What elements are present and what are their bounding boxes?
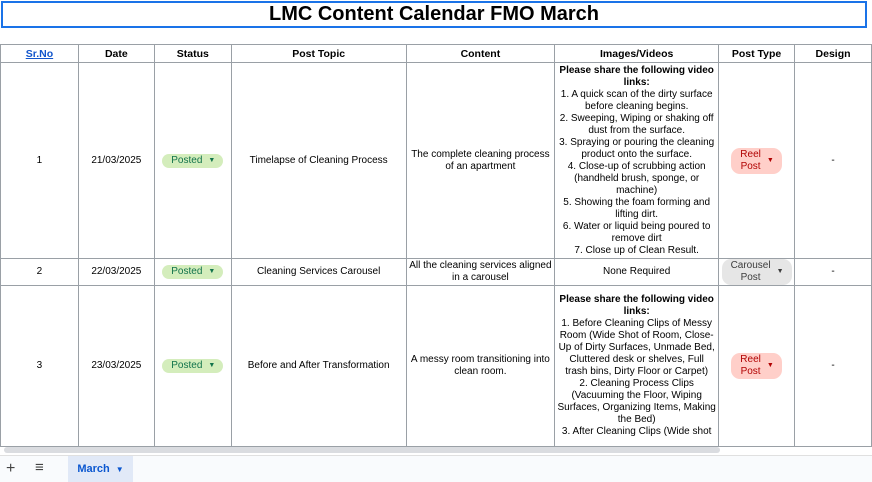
media-instruction-line: 1. Before Cleaning Clips of Messy Room (Wide Shot of Room, Close-Up of Dirty Surfaces, Unmade Bed, Cluttered desk or shelves, Full trash bins, Dirty Floor or Carpet) [558,318,715,377]
header-images-videos: Images/Videos [555,45,719,63]
post-type-label: Reel Post [740,354,761,377]
status-chip[interactable] [162,265,223,279]
status-chip-label: Posted [171,360,203,371]
cell-content[interactable]: The complete cleaning process of an apartment [406,63,555,259]
header-post-type: Post Type [719,45,795,63]
media-instruction-line: 2. Cleaning Process Clips (Vacuuming the Floor, Wiping Surfaces, Organizing Items, Making the Bed) [557,378,716,425]
dropdown-caret-icon: ▼ [776,268,784,275]
cell-status[interactable] [154,286,231,447]
sheet-tab-label: March [77,463,110,475]
cell-date[interactable]: 22/03/2025 [78,259,154,286]
table-row [1,286,872,447]
media-instruction-line: 4. Close-up of scrubbing action (handheld brush, sponge, or machine) [567,160,706,196]
cell-post-type[interactable] [719,63,795,259]
media-instruction-line: 3. After Cleaning Clips (Wide shot [561,426,712,437]
header-status: Status [154,45,231,63]
media-instruction-line: 2. Sweeping, Wiping or shaking off dust from the surface. [559,112,714,136]
cell-design[interactable]: - [795,259,872,286]
cell-date[interactable]: 21/03/2025 [78,63,154,259]
table-row [1,259,872,286]
cell-design[interactable]: - [795,63,872,259]
media-instructions-heading: Please share the following video links: [559,64,714,88]
post-type-label: Carousel Post [730,260,771,283]
header-srno[interactable]: Sr.No [1,45,79,63]
media-instructions-heading: Please share the following video links: [559,294,714,317]
cell-post-type[interactable] [719,259,795,286]
cell-post-topic[interactable]: Before and After Transformation [231,286,406,447]
cell-date[interactable]: 23/03/2025 [78,286,154,447]
sheet-tab-bar [0,455,872,482]
cell-srno[interactable]: 1 [1,63,79,259]
media-instruction-line: 6. Water or liquid being poured to remove dirt [562,220,711,244]
cell-images-videos[interactable] [555,63,719,259]
plus-icon[interactable]: + [6,460,16,477]
header-post-topic: Post Topic [231,45,406,63]
media-instruction-line: 7. Close up of Clean Result. [574,244,699,256]
dropdown-caret-icon: ▼ [766,156,774,164]
status-chip-label: Posted [171,266,203,277]
status-chip[interactable] [162,359,223,373]
cell-content[interactable]: All the cleaning services aligned in a carousel [406,259,555,286]
cell-post-topic[interactable]: Cleaning Services Carousel [231,259,406,286]
status-chip[interactable] [162,154,223,168]
dropdown-caret-icon: ▼ [766,362,774,369]
spacer-row [0,31,872,45]
sheet-tab-march[interactable] [68,456,133,482]
media-instruction-line: 1. A quick scan of the dirty surface before cleaning begins. [560,88,713,112]
horizontal-scrollbar[interactable] [4,447,720,453]
cell-design[interactable]: - [795,286,872,447]
cell-post-topic[interactable]: Timelapse of Cleaning Process [231,63,406,259]
post-type-chip[interactable] [722,259,792,285]
cell-status[interactable] [154,63,231,259]
header-design: Design [795,45,872,63]
cell-srno[interactable]: 2 [1,259,79,286]
header-row [1,45,872,63]
media-instruction-line: 3. Spraying or pouring the cleaning product onto the surface. [559,136,715,160]
post-type-chip[interactable] [731,353,782,379]
table-row [1,63,872,259]
cell-status[interactable] [154,259,231,286]
status-chip-label: Posted [171,154,203,166]
header-date: Date [78,45,154,63]
cell-images-videos[interactable]: None Required [555,259,719,286]
content-calendar-table [0,44,872,447]
post-type-label: Reel Post [740,148,761,172]
dropdown-caret-icon: ▼ [208,268,216,275]
post-type-chip[interactable] [731,148,782,174]
dropdown-caret-icon[interactable]: ▼ [115,464,124,474]
menu-icon[interactable]: ≡ [35,459,44,476]
header-content: Content [406,45,555,63]
cell-images-videos[interactable] [555,286,719,447]
cell-post-type[interactable] [719,286,795,447]
media-instruction-line: 5. Showing the foam forming and lifting dirt. [563,196,711,220]
sheet-title-cell[interactable]: LMC Content Calendar FMO March [1,1,867,28]
cell-content[interactable]: A messy room transitioning into clean room. [406,286,555,447]
dropdown-caret-icon: ▼ [208,156,216,164]
dropdown-caret-icon: ▼ [208,362,216,369]
cell-srno[interactable]: 3 [1,286,79,447]
